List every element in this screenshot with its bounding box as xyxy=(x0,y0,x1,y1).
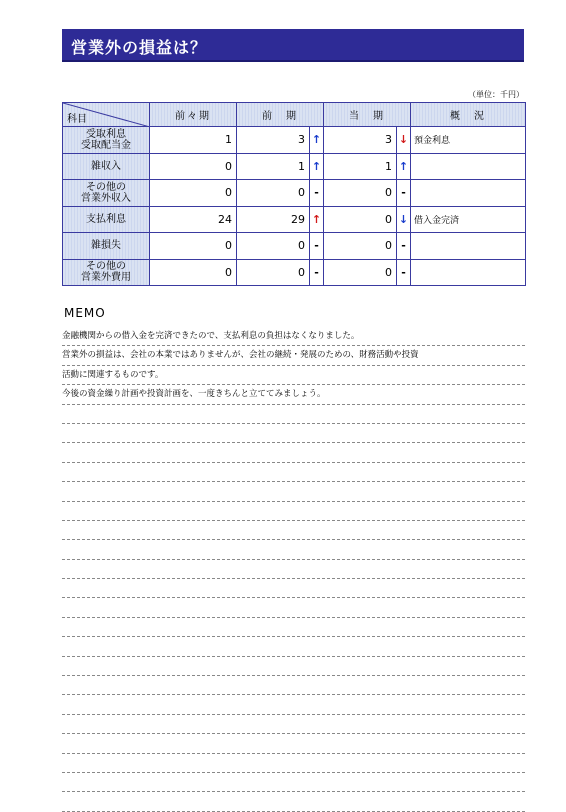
row-label-line: 営業外費用 xyxy=(81,272,131,284)
row-label-line: その他の xyxy=(86,261,126,273)
value-current: 3 xyxy=(324,127,397,154)
value-current: 0 xyxy=(324,233,397,260)
memo-line xyxy=(62,482,525,501)
value-prev: 0 xyxy=(237,180,310,207)
header-summary: 概 況 xyxy=(411,103,526,127)
value-prev2: 24 xyxy=(150,206,237,233)
trend-prev: - xyxy=(310,233,324,260)
memo-line xyxy=(62,405,525,424)
memo-line xyxy=(62,695,525,714)
corner-label: 科目 xyxy=(67,114,87,125)
value-prev2: 0 xyxy=(150,180,237,207)
memo-line xyxy=(62,792,525,811)
row-label xyxy=(63,259,150,286)
memo-line xyxy=(62,773,525,792)
row-label-line: 受取配当金 xyxy=(81,139,131,151)
memo-line xyxy=(62,734,525,753)
row-label xyxy=(63,153,150,180)
value-current: 0 xyxy=(324,259,397,286)
memo-line xyxy=(62,657,525,676)
table-row xyxy=(63,259,526,286)
table-row xyxy=(63,153,526,180)
memo-line xyxy=(62,676,525,695)
memo-line xyxy=(62,754,525,773)
trend-prev: ↑ xyxy=(310,127,324,154)
header-prev: 前 期 xyxy=(237,103,324,127)
trend-prev: ↑ xyxy=(310,153,324,180)
memo-line xyxy=(62,424,525,443)
row-label-line: 支払利息 xyxy=(86,213,126,225)
memo-line xyxy=(62,579,525,598)
summary-note xyxy=(411,153,526,180)
memo-line: 営業外の損益は、会社の本業ではありませんが、会社の継続・発展のための、財務活動や投資 xyxy=(62,346,525,365)
summary-note: 預金利息 xyxy=(411,127,526,154)
row-label xyxy=(63,206,150,233)
value-current: 0 xyxy=(324,206,397,233)
table-header-row xyxy=(63,103,526,127)
trend-prev: - xyxy=(310,259,324,286)
row-label xyxy=(63,127,150,154)
value-prev2: 0 xyxy=(150,259,237,286)
table-row xyxy=(63,206,526,233)
memo-line: 金融機関からの借入金を完済できたので、支払利息の負担はなくなりました。 xyxy=(62,327,525,346)
value-prev: 0 xyxy=(237,233,310,260)
memo-line xyxy=(62,521,525,540)
row-label-line: 雑損失 xyxy=(91,240,121,252)
value-prev: 29 xyxy=(237,206,310,233)
value-prev: 1 xyxy=(237,153,310,180)
row-label xyxy=(63,233,150,260)
value-prev: 0 xyxy=(237,259,310,286)
memo-line xyxy=(62,540,525,559)
corner-cell xyxy=(63,103,150,127)
row-label-line: 営業外収入 xyxy=(81,192,131,204)
memo-line xyxy=(62,502,525,521)
unit-label: （単位：千円） xyxy=(468,90,524,99)
title-banner xyxy=(62,29,524,62)
trend-current: ↓ xyxy=(397,127,411,154)
summary-note xyxy=(411,233,526,260)
value-prev: 3 xyxy=(237,127,310,154)
trend-current: ↓ xyxy=(397,206,411,233)
header-prev2: 前々期 xyxy=(150,103,237,127)
trend-prev: - xyxy=(310,180,324,207)
table-row xyxy=(63,127,526,154)
pl-table xyxy=(62,102,526,286)
table-row xyxy=(63,233,526,260)
header-current: 当 期 xyxy=(324,103,411,127)
trend-current: ↑ xyxy=(397,153,411,180)
memo-line xyxy=(62,598,525,617)
value-prev2: 1 xyxy=(150,127,237,154)
memo-line xyxy=(62,637,525,656)
table-row xyxy=(63,180,526,207)
memo-line xyxy=(62,443,525,462)
value-prev2: 0 xyxy=(150,233,237,260)
trend-current: - xyxy=(397,180,411,207)
trend-current: - xyxy=(397,259,411,286)
memo-title: MEMO xyxy=(64,306,106,320)
memo-line: 活動に関連するものです。 xyxy=(62,366,525,385)
memo-line xyxy=(62,715,525,734)
memo-line: 今後の資金繰り計画や投資計画を、一度きちんと立ててみましょう。 xyxy=(62,385,525,404)
value-prev2: 0 xyxy=(150,153,237,180)
value-current: 1 xyxy=(324,153,397,180)
row-label-line: 雑収入 xyxy=(91,160,121,172)
memo-line xyxy=(62,618,525,637)
trend-current: - xyxy=(397,233,411,260)
summary-note xyxy=(411,180,526,207)
table-body xyxy=(63,127,526,286)
page-title: 営業外の損益は？ xyxy=(71,38,208,57)
memo-line xyxy=(62,463,525,482)
value-current: 0 xyxy=(324,180,397,207)
row-label-line: その他の xyxy=(86,181,126,193)
trend-prev: ↑ xyxy=(310,206,324,233)
summary-note: 借入金完済 xyxy=(411,206,526,233)
row-label-line: 受取利息 xyxy=(86,128,126,140)
summary-note xyxy=(411,259,526,286)
memo-area xyxy=(62,327,525,812)
memo-line xyxy=(62,560,525,579)
row-label xyxy=(63,180,150,207)
